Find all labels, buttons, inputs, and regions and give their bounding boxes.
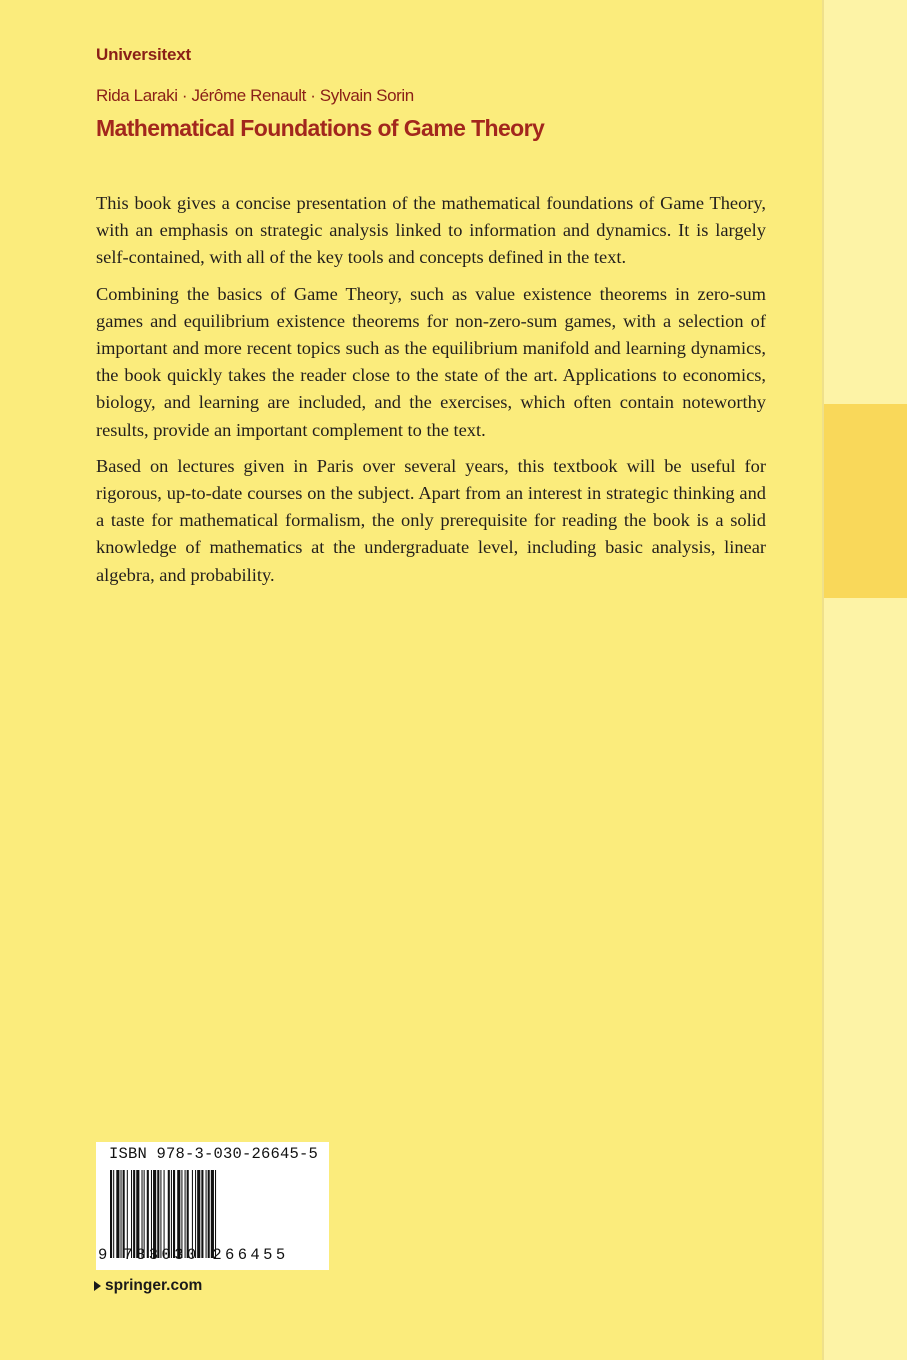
publisher-label: springer.com (105, 1277, 203, 1294)
book-title: Mathematical Foundations of Game Theory (96, 115, 545, 141)
authors: Rida Laraki · Jérôme Renault · Sylvain Sorin (96, 86, 414, 105)
barcode-stripe (197, 1170, 200, 1258)
triangle-arrow-icon (94, 1281, 101, 1291)
barcode-stripe (171, 1170, 172, 1258)
barcode-stripe (168, 1170, 170, 1258)
barcode-stripe (160, 1170, 161, 1258)
color-strip-top (822, 0, 907, 404)
barcode-stripe (136, 1170, 139, 1258)
barcode-stripe (185, 1170, 186, 1258)
barcode-digits: 9 783030 266455 (98, 1246, 289, 1264)
blurb-paragraph: Combining the basics of Game Theory, such as value existence theorems in zero-sum games and equilibrium existence theorems for non-zero-sum games, with a selection of important and more recent topics such as the equilibrium manifold and learning dynamics, the book quickly takes the reader close to the state of the art. Applications to economics, biology, and learning are included, and the exercises, which often contain noteworthy results, provide an important complement to the text. (96, 283, 766, 440)
barcode-stripe (157, 1170, 159, 1258)
barcode-stripe (211, 1170, 214, 1258)
barcode-stripe (127, 1170, 128, 1258)
barcode-stripe (142, 1170, 143, 1258)
barcode-stripe (164, 1170, 165, 1258)
barcode-stripe (181, 1170, 182, 1258)
barcode-stripe (121, 1170, 122, 1258)
barcode-stripe (195, 1170, 196, 1258)
barcode-stripe (147, 1170, 149, 1258)
barcode-stripe (123, 1170, 125, 1258)
barcode-stripe (201, 1170, 203, 1258)
publisher-link[interactable] (94, 1277, 202, 1295)
barcode-stripe (131, 1170, 132, 1258)
barcode-stripe (208, 1170, 210, 1258)
barcode-stripe (187, 1170, 189, 1258)
series-name: Universitext (96, 45, 191, 64)
barcode-stripe (206, 1170, 207, 1258)
barcode-stripe (144, 1170, 145, 1258)
isbn-label: ISBN 978-3-030-26645-5 (109, 1145, 319, 1163)
blurb-paragraph: This book gives a concise presentation of the mathematical foundations of Game Theory, with an emphasis on strategic analysis linked to information and dynamics. It is largely self-contained, with all of the key tools and concepts defined in the text. (96, 193, 766, 268)
barcode-box (96, 1142, 329, 1270)
barcode-stripe (116, 1170, 119, 1258)
barcode-stripe (215, 1170, 216, 1258)
barcode-stripe (113, 1170, 114, 1258)
color-strip-bottom (822, 598, 907, 1360)
blurb-paragraph: Based on lectures given in Paris over several years, this textbook will be useful for rigorous, up-to-date courses on the subject. Apart from an interest in strategic thinking and a taste for mathematical formalism, the only prerequisite for reading the book is a solid knowledge of mathematics at the undergraduate level, including basic analysis, linear algebra, and probability. (96, 455, 766, 585)
color-strip-middle (822, 404, 907, 598)
barcode-icon (108, 1170, 322, 1258)
barcode-stripe (177, 1170, 180, 1258)
blurb (96, 190, 766, 598)
barcode-stripe (192, 1170, 193, 1258)
color-strip (822, 0, 907, 1360)
color-strip-edge (822, 0, 824, 1360)
barcode-stripe (151, 1170, 152, 1258)
barcode-stripe (153, 1170, 156, 1258)
barcode-stripe (133, 1170, 135, 1258)
barcode-stripe (110, 1170, 112, 1258)
barcode-stripe (173, 1170, 175, 1258)
